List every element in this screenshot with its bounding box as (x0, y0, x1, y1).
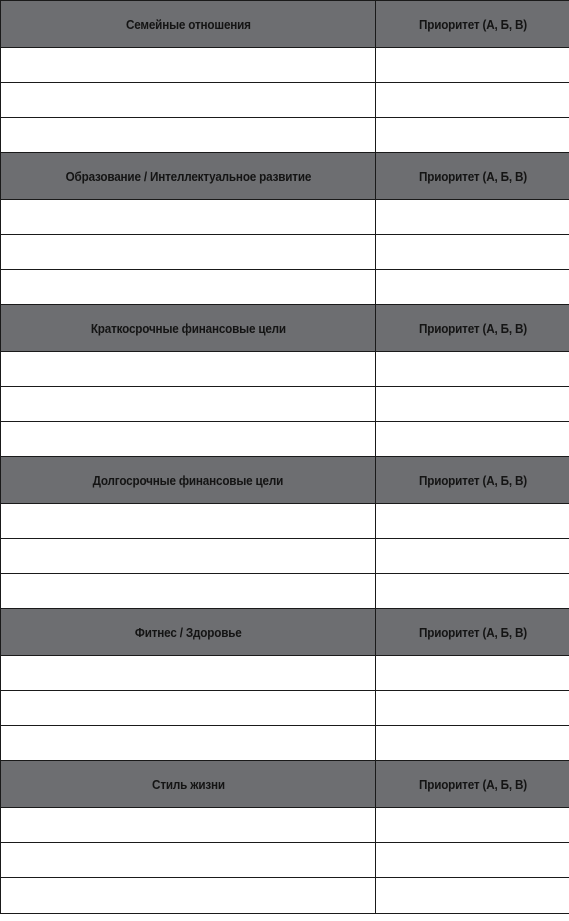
priority-entry-cell[interactable] (376, 691, 569, 726)
table-row (1, 48, 569, 83)
priority-header-label: Приоритет (А, Б, В) (418, 624, 527, 640)
section-title-cell (1, 457, 376, 504)
goal-entry-cell[interactable] (1, 235, 376, 270)
section-header-row (1, 457, 569, 504)
table-row (1, 656, 569, 691)
priority-header-label: Приоритет (А, Б, В) (418, 168, 527, 184)
priority-header-cell (376, 1, 569, 48)
goal-entry-cell[interactable] (1, 691, 376, 726)
goal-entry-cell[interactable] (1, 48, 376, 83)
table-row (1, 235, 569, 270)
goal-entry-cell[interactable] (1, 539, 376, 574)
section-header-row (1, 153, 569, 200)
priority-entry-cell[interactable] (376, 539, 569, 574)
goal-entry-cell[interactable] (1, 270, 376, 305)
goal-entry-cell[interactable] (1, 808, 376, 843)
priority-entry-cell[interactable] (376, 270, 569, 305)
priority-entry-cell[interactable] (376, 83, 569, 118)
goal-entry-cell[interactable] (1, 878, 376, 914)
table-row (1, 352, 569, 387)
table-row (1, 878, 569, 914)
table-row (1, 422, 569, 457)
section-title: Фитнес / Здоровье (134, 624, 242, 640)
goal-entry-cell[interactable] (1, 504, 376, 539)
section-title: Семейные отношения (125, 16, 251, 32)
priority-header-label: Приоритет (А, Б, В) (418, 776, 527, 792)
goal-entry-cell[interactable] (1, 574, 376, 609)
priority-header-cell (376, 761, 569, 808)
table-row (1, 574, 569, 609)
priority-entry-cell[interactable] (376, 48, 569, 83)
table-row (1, 270, 569, 305)
goal-entry-cell[interactable] (1, 200, 376, 235)
goal-entry-cell[interactable] (1, 726, 376, 761)
table-row (1, 118, 569, 153)
priority-entry-cell[interactable] (376, 200, 569, 235)
goal-entry-cell[interactable] (1, 352, 376, 387)
table-row (1, 843, 569, 878)
priority-entry-cell[interactable] (376, 808, 569, 843)
goal-entry-cell[interactable] (1, 843, 376, 878)
priority-header-cell (376, 457, 569, 504)
priority-entry-cell[interactable] (376, 843, 569, 878)
section-title-cell (1, 153, 376, 200)
section-title-cell (1, 1, 376, 48)
goal-entry-cell[interactable] (1, 656, 376, 691)
priority-header-label: Приоритет (А, Б, В) (418, 320, 527, 336)
section-title: Краткосрочные финансовые цели (90, 320, 286, 336)
priority-entry-cell[interactable] (376, 574, 569, 609)
goals-table-body (1, 1, 569, 914)
table-row (1, 539, 569, 574)
table-row (1, 83, 569, 118)
priority-header-label: Приоритет (А, Б, В) (418, 472, 527, 488)
section-title-cell (1, 609, 376, 656)
priority-entry-cell[interactable] (376, 387, 569, 422)
table-row (1, 200, 569, 235)
goal-entry-cell[interactable] (1, 422, 376, 457)
priority-header-label: Приоритет (А, Б, В) (418, 16, 527, 32)
priority-entry-cell[interactable] (376, 235, 569, 270)
priority-entry-cell[interactable] (376, 656, 569, 691)
section-header-row (1, 609, 569, 656)
priority-header-cell (376, 305, 569, 352)
table-row (1, 387, 569, 422)
section-title-cell (1, 305, 376, 352)
table-row (1, 726, 569, 761)
priority-header-cell (376, 153, 569, 200)
section-header-row (1, 305, 569, 352)
section-header-row (1, 761, 569, 808)
priority-entry-cell[interactable] (376, 352, 569, 387)
section-title-cell (1, 761, 376, 808)
section-title: Стиль жизни (151, 776, 225, 792)
goal-entry-cell[interactable] (1, 83, 376, 118)
section-title: Образование / Интеллектуальное развитие (65, 168, 311, 184)
priority-entry-cell[interactable] (376, 422, 569, 457)
priority-entry-cell[interactable] (376, 878, 569, 914)
priority-entry-cell[interactable] (376, 726, 569, 761)
section-title: Долгосрочные финансовые цели (92, 472, 284, 488)
goal-entry-cell[interactable] (1, 118, 376, 153)
table-row (1, 691, 569, 726)
priority-entry-cell[interactable] (376, 504, 569, 539)
goal-entry-cell[interactable] (1, 387, 376, 422)
table-row (1, 808, 569, 843)
priority-entry-cell[interactable] (376, 118, 569, 153)
table-row (1, 504, 569, 539)
section-header-row (1, 1, 569, 48)
priority-header-cell (376, 609, 569, 656)
